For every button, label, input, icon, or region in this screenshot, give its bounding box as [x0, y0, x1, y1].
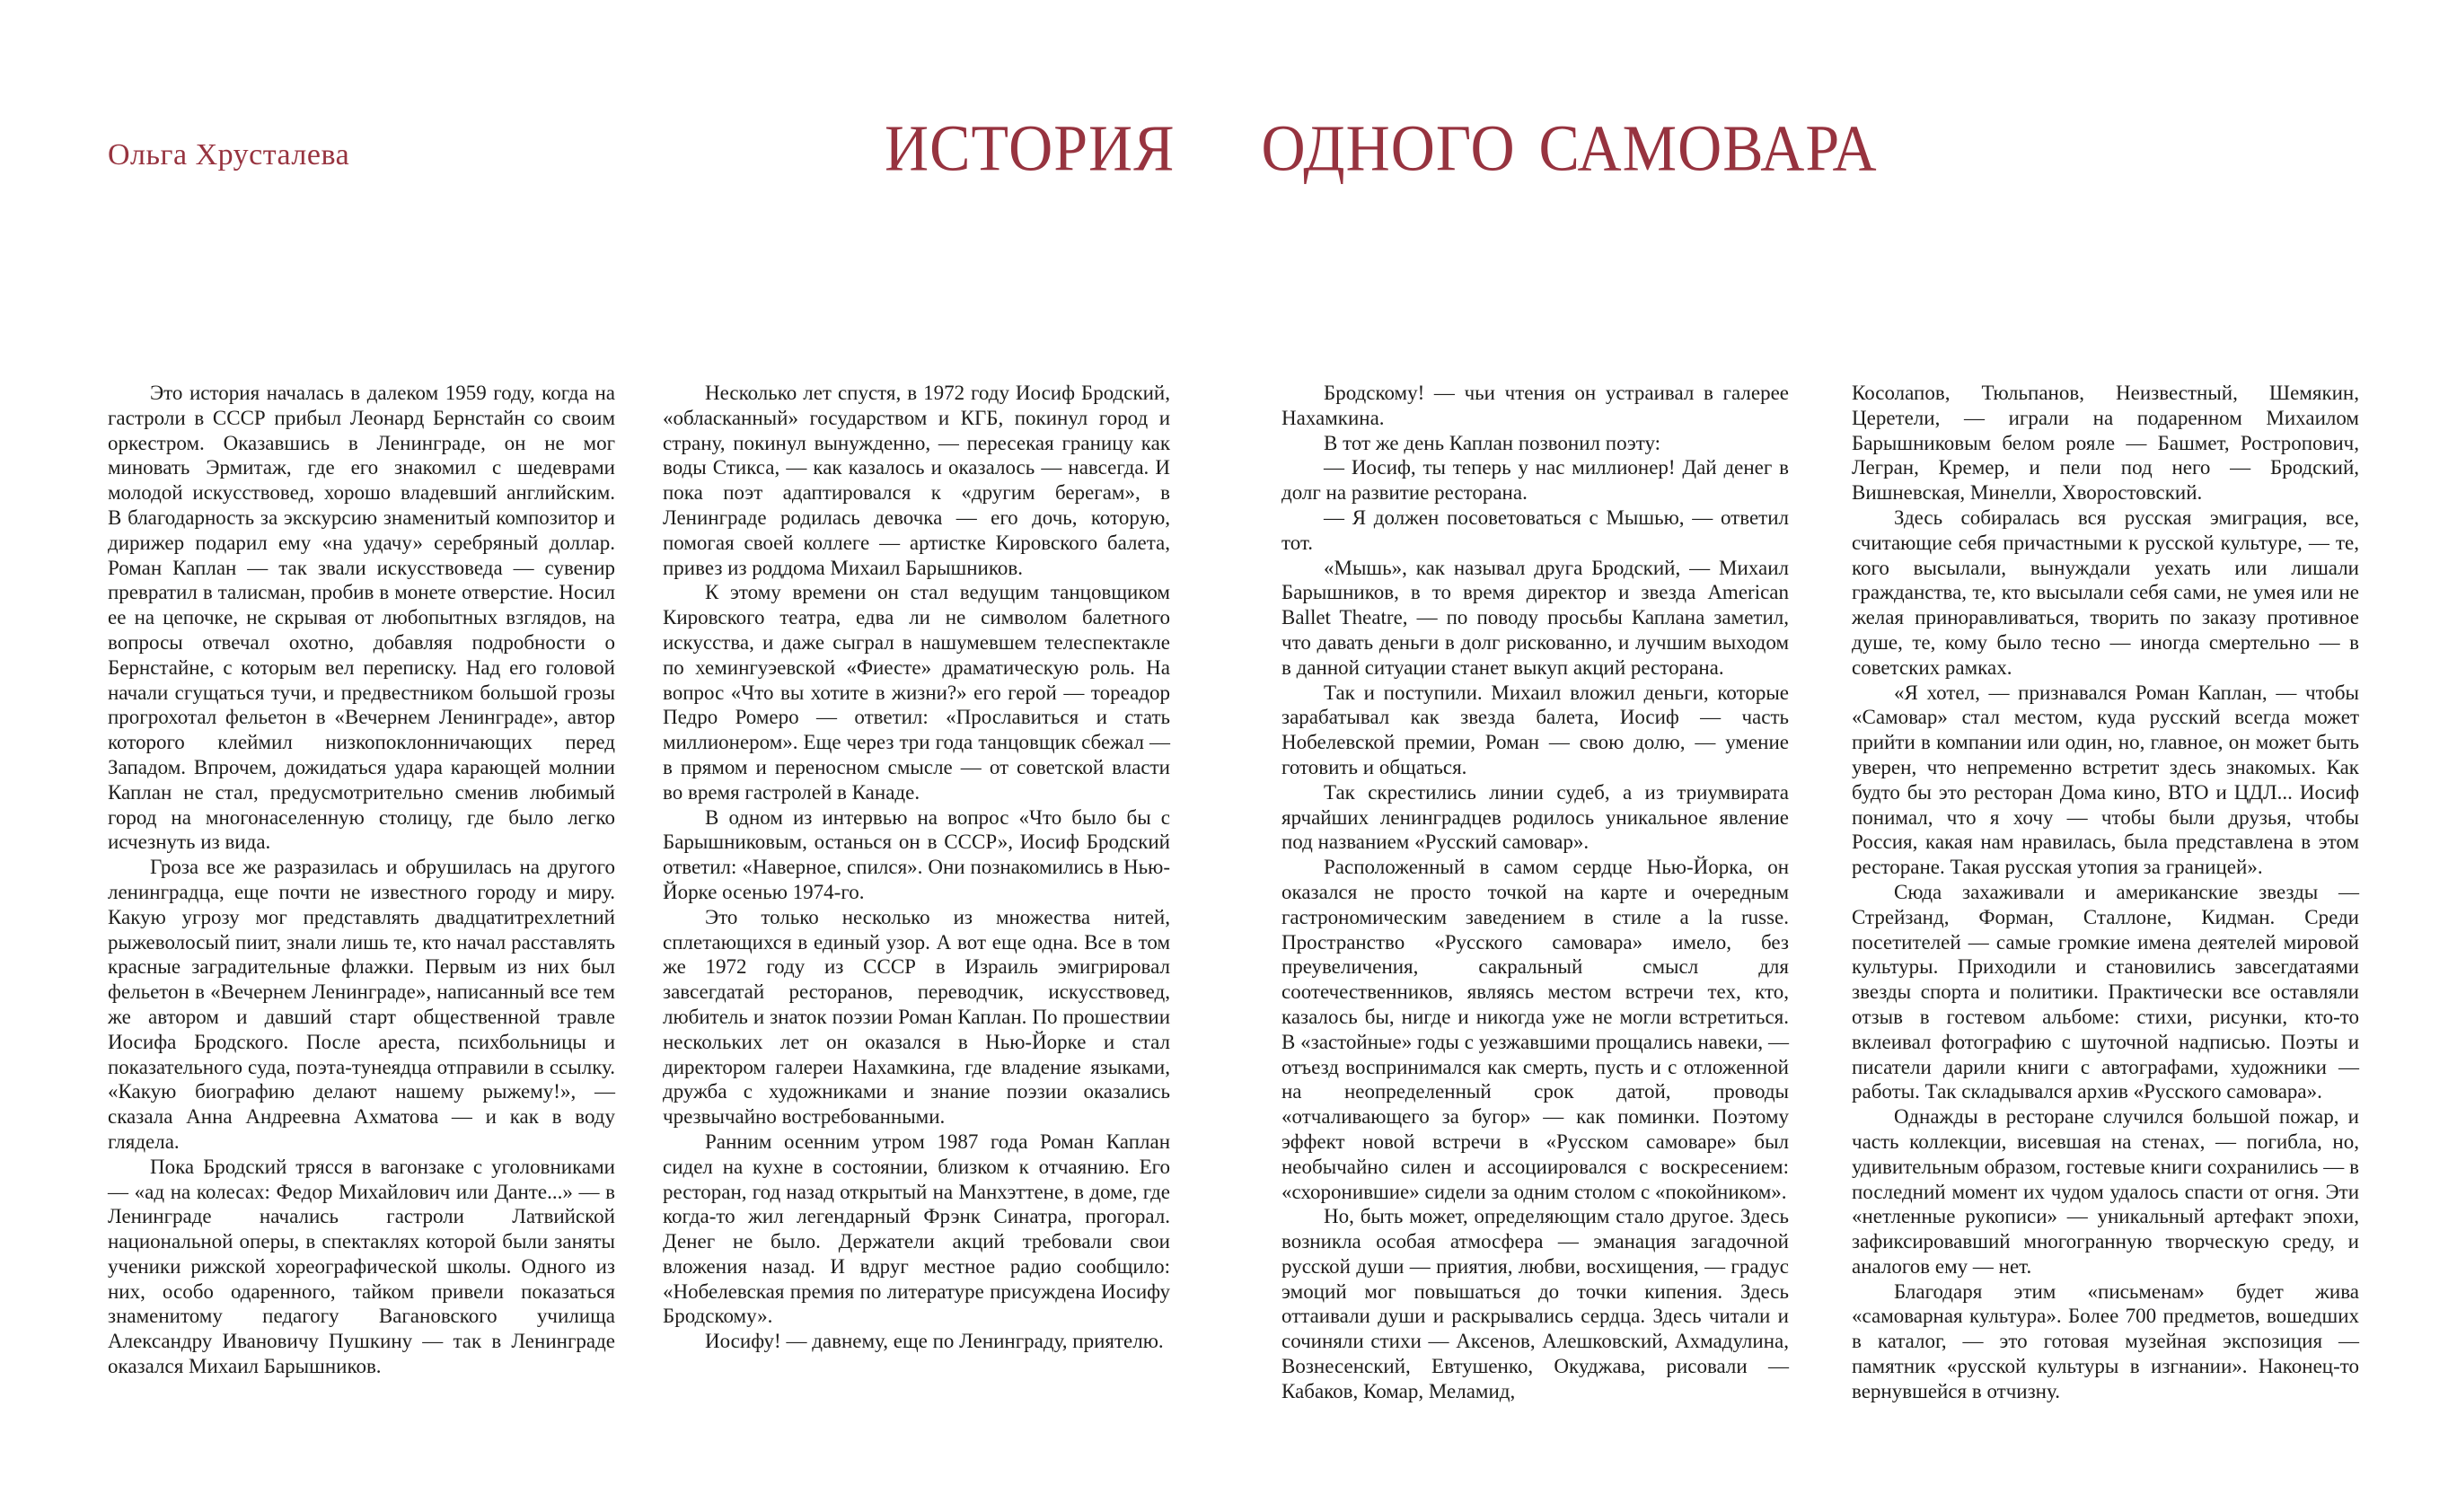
paragraph: Сюда захаживали и американские звезды — Стрейзанд, Форман, Сталлоне, Кидман. Среди посетителей — самые громкие имена деятелей мировой культуры. Приходили и становились завсегдатаями звезды спорта и политики. Практически все оставляли отзыв в гостевом альбоме: стихи, рисунки, кто-то вклеивал фотографию с шуточной надписью. Поэты и писатели дарили книги с автографами, художники — работы. Так складывался архив «Русского самовара».: [1852, 880, 2359, 1103]
paragraph: Здесь собиралась вся русская эмиграция, все, считающие себя причастными к русской культуре, — те, кого высылали, вынуждали уехать или лишали гражданства, те, кто высылали себя сами, не умея или не желая приноравливаться, творить по заказу противное душе, те, кому было тесно — иногда смертельно — в советских рамках.: [1852, 505, 2359, 679]
text-column-3: [1281, 381, 1789, 1404]
page-title: [885, 110, 1878, 185]
paragraph: Расположенный в самом сердце Нью-Йорка, он оказался не просто точкой на карте и очередным гастрономическим заведением в стиле a la russe. Пространство «Русского самовара» имело, без преувеличения, сакральный смысл для соотечественников, являясь местом встречи тех, кто, казалось бы, нигде и никогда уже не могли встретиться. В «застойные» годы с уезжавшими прощались навеки, — отъезд воспринимался как смерть, пусть и с отложенной на неопределенный срок датой, проводы «отчаливающего за бугор» — как поминки. Поэтому эффект новой встречи в «Русском самоваре» был необычайно силен и ассоциировался с воскресением: «схоронившие» сидели за одним столом с «покойником».: [1281, 856, 1789, 1203]
paragraph: Бродскому! — чьи чтения он устраивал в галерее Нахамкина.: [1281, 382, 1789, 429]
paragraph: Однажды в ресторане случился большой пожар, и часть коллекции, висевшая на стенах, — погибла, но, удивительным образом, гостевые книги сохранились — в последний момент их чудом удалось спасти от огня. Эти «нетленные рукописи» — уникальный артефакт эпохи, зафиксировавший многогранную творческую среду, и аналогов ему — нет.: [1852, 1105, 2359, 1278]
paragraph: Несколько лет спустя, в 1972 году Иосиф Бродский, «обласканный» государством и КГБ, покинул город и страну, покинул вынужденно, — пересекая границу как воды Стикса, — как казалось и оказалось — навсегда. И пока поэт адаптировался к «другим берегам», в Ленинграде родилась девочка — его дочь, которую, помогая своей коллеге — артистке Кировского балета, привез из роддома Михаил Барышников.: [663, 382, 1170, 579]
text-column-4: [1852, 381, 2359, 1404]
paragraph: — Я должен посоветоваться с Мышью, — ответил тот.: [1281, 505, 1789, 554]
paragraph: Иосифу! — давнему, еще по Ленинграду, приятелю.: [705, 1330, 1164, 1353]
title-word-3: САМОВАРА: [1538, 110, 1878, 185]
paragraph: В одном из интервью на вопрос «Что было бы с Барышниковым, останься он в СССР», Иосиф Бродский ответил: «Наверное, спился». Они познакомились в Нью-Йорке осенью 1974-го.: [663, 805, 1170, 903]
paragraph: Так скрестились линии судеб, а из триумвирата ярчайших ленинградцев родилось уникальное явление под названием «Русский самовар».: [1281, 780, 1789, 854]
paragraph: «Мышь», как называл друга Бродский, — Михаил Барышников, в то время директор и звезда American Ballet Theatre, — по поводу просьбы Каплана заметил, что давать деньги в долг рискованно, и лучшим выходом в данной ситуации станет выкуп акций ресторана.: [1281, 556, 1789, 679]
paragraph: Ранним осенним утром 1987 года Роман Каплан сидел на кухне в состоянии, близком к отчаянию. Его ресторан, год назад открытый на Манхэттене, в доме, где когда-то жил легендарный Фрэнк Синатра, прогорал. Денег не было. Держатели акций требовали свои вложения назад. И вдруг местное радио сообщило: «Нобелевская премия по литературе присуждена Иосифу Бродскому».: [663, 1130, 1170, 1328]
paragraph: Это только несколько из множества нитей, сплетающихся в единый узор. А вот еще одна. Все в том же 1972 году из СССР в Израиль эмигрировал завсегдатай ресторанов, переводчик, искусствовед, любитель и знаток поэзии Роман Каплан. По прошествии нескольких лет он оказался в Нью-Йорке и стал директором галереи Нахамкина, где владение языками, дружба с художниками и знание поэзии оказались чрезвычайно востребованными.: [663, 905, 1170, 1129]
paragraph: Но, быть может, определяющим стало другое. Здесь возникла особая атмосфера — эманация загадочной русской души — приятия, любви, восхищения, — градус эмоций мог повышаться до точки кипения. Здесь оттаивали души и раскрывались сердца. Здесь читали и сочиняли стихи — Аксенов, Алешковский, Ахмадулина, Вознесенский, Евтушенко, Окуджава, рисовали — Кабаков, Комар, Меламид,: [1281, 1205, 1789, 1402]
paragraph: Так и поступили. Михаил вложил деньги, которые зарабатывал как звезда балета, Иосиф — часть Нобелевской премии, Роман — свою долю, — умение готовить и общаться.: [1281, 681, 1789, 778]
title-word-1: ИСТОРИЯ: [885, 110, 1176, 185]
text-column-2: [663, 381, 1170, 1354]
paragraph: «Я хотел, — признавался Роман Каплан, — чтобы «Самовар» стал местом, куда русский всегда может прийти в компании или один, но, главное, он может быть уверен, что непременно встретит здесь знакомых. Как будто бы это ресторан Дома кино, ВТО и ЦДЛ... Иосиф понимал, что я хочу — чтобы были друзья, чтобы Россия, какая нам нравилась, была представлена в этом ресторане. Такая русская утопия за границей».: [1852, 681, 2359, 879]
author-name: Ольга Хрусталева: [108, 138, 350, 171]
paragraph: — Иосиф, ты теперь у нас миллионер! Дай денег в долг на развитие ресторана.: [1281, 456, 1789, 505]
title-word-2: ОДНОГО: [1261, 110, 1516, 185]
paragraph: В тот же день Каплан позвонил поэту:: [1324, 431, 1661, 454]
paragraph: Гроза все же разразилась и обрушилась на другого ленинградца, еще почти не известного городу и миру. Какую угрозу мог представлять двадцатитрехлетний рыжеволосый пиит, знали лишь те, кто начал расставлять красные заградительные флажки. Первым из них был фельетон в «Вечернем Ленинграде», написанный все тем же автором и давший старт общественной травле Иосифа Бродского. После ареста, психбольницы и показательного суда, поэта-тунеядца отправили в ссылку. «Какую биографию делают нашему рыжему!», — сказала Анна Андреевна Ахматова — и как в воду глядела.: [108, 856, 615, 1153]
paragraph: Пока Бродский трясся в вагонзаке с уголовниками — «ад на колесах: Федор Михайлович или Данте...» — в Ленинграде начались гастроли Латвийской национальной оперы, в спектаклях которой были заняты ученики рижской хореографической школы. Одного из них, особо одаренного, тайком привели показаться знаменитому педагогу Вагановского училища Александру Ивановичу Пушкину — так в Ленинграде оказался Михаил Барышников.: [108, 1155, 615, 1378]
paragraph: Это история началась в далеком 1959 году, когда на гастроли в СССР прибыл Леонард Бернстайн со своим оркестром. Оказавшись в Ленинграде, он не мог миновать Эрмитаж, где его знакомил с шедеврами молодой искусствовед, хорошо владевший английским. В благодарность за экскурсию знаменитый композитор и дирижер подарил ему «на удачу» серебряный доллар. Роман Каплан — так звали искусствоведа — сувенир превратил в талисман, пробив в монете отверстие. Носил ее на цепочке, не скрывая от любопытных взглядов, на вопросы отвечал охотно, добавляя подробности о Бернстайне, с которым вел переписку. Над его головой начали сгущаться тучи, и предвестником большой грозы прогрохотал фельетон в «Вечернем Ленинграде», автор которого клеймил низкопоклонничающих перед Западом. Впрочем, дожидаться удара карающей молнии Каплан не стал, предусмотрительно сменив любимый город на многонаселенную столицу, где было легко исчезнуть из вида.: [108, 382, 615, 854]
paragraph: Косолапов, Тюльпанов, Неизвестный, Шемякин, Церетели, — играли на подаренном Михаилом Барышниковым белом рояле — Башмет, Ростропович, Легран, Кремер, и пели под него — Бродский, Вишневская, Минелли, Хворостовский.: [1852, 382, 2359, 505]
paragraph: К этому времени он стал ведущим танцовщиком Кировского театра, едва ли не символом балетного искусства, и даже сыграл в нашумевшем телеспектакле по хемингуэевской «Фиесте» драматическую роль. На вопрос «Что вы хотите в жизни?» его герой — тореадор Педро Ромеро — ответил: «Прославиться и стать миллионером». Еще через три года танцовщик сбежал — в прямом и переносном смысле — от советской власти во время гастролей в Канаде.: [663, 581, 1170, 804]
paragraph: Благодаря этим «письменам» будет жива «самоварная культура». Более 700 предметов, вошедших в каталог, — это готовая музейная экспозиция — памятник «русской культуры в изгнании». Наконец-то вернувшейся в отчизну.: [1852, 1279, 2359, 1402]
text-column-1: [108, 381, 615, 1379]
